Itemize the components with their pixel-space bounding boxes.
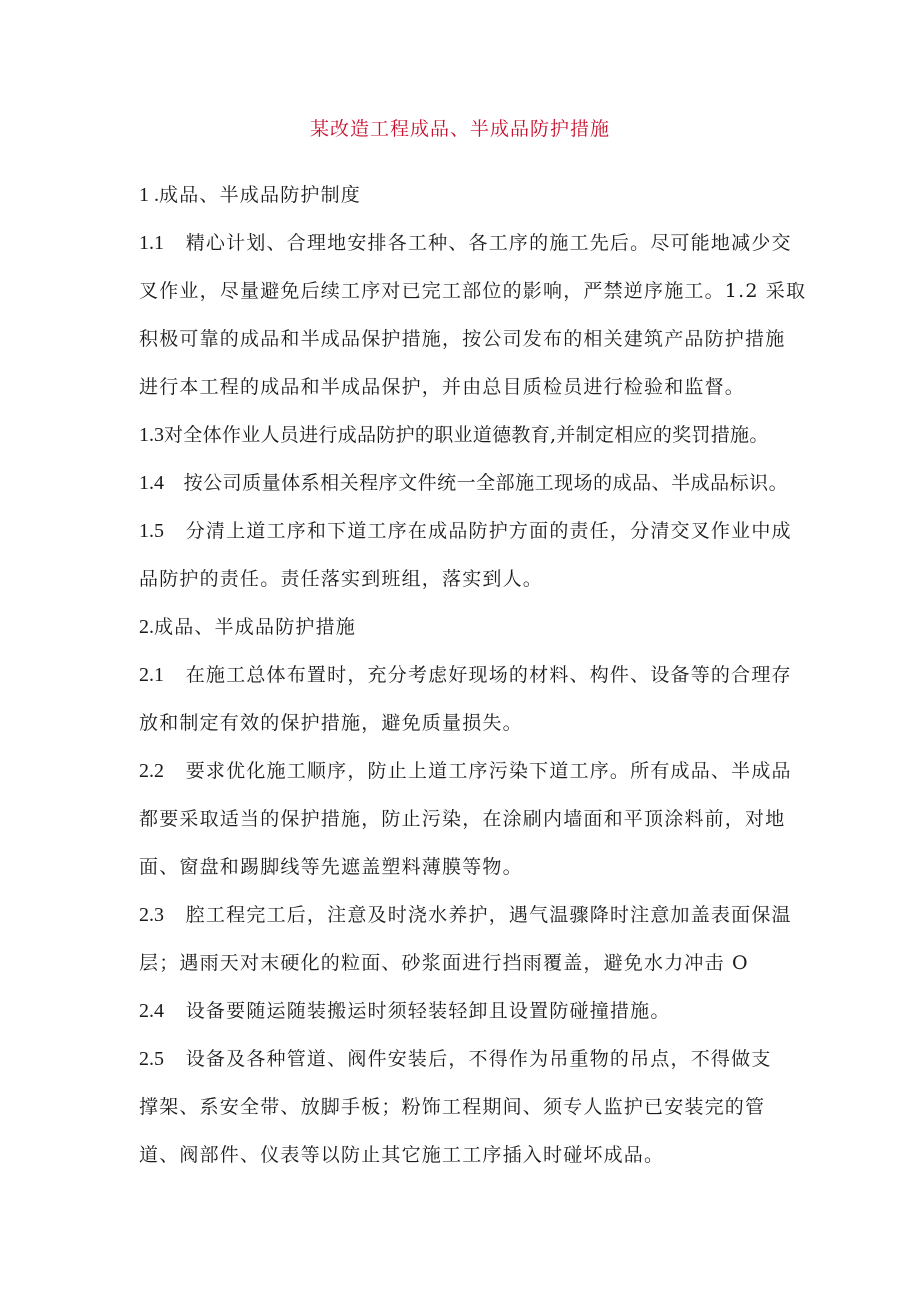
paragraph-line <box>139 996 671 1023</box>
line-text: 积极可靠的成品和半成品保护措施，按公司发布的相关建筑产品防护措施 <box>139 328 786 350</box>
section-number: 1 . <box>139 184 159 206</box>
paragraph-line <box>139 804 785 831</box>
paragraph-line <box>139 324 785 351</box>
line-text: 对全体作业人员进行成品防护的职业道德教育,并制定相应的奖罚措施。 <box>164 424 769 446</box>
paragraph-line <box>139 1140 664 1167</box>
section-number: 2.5 <box>139 1048 164 1070</box>
line-text: 设备要随运随装搬运时须轻装轻卸且设置防碰撞措施。 <box>164 1000 671 1022</box>
section-number: 2.2 <box>139 760 164 782</box>
paragraph-line <box>139 852 523 879</box>
paragraph-line <box>139 660 792 687</box>
section-number: 2. <box>139 616 154 638</box>
line-text: 道、阀部件、仪表等以防止其它施工工序插入时碰坏成品。 <box>139 1144 665 1166</box>
line-text: 成品、半成品防护措施 <box>154 616 357 638</box>
section-number: 2.3 <box>139 904 164 926</box>
paragraph-line <box>139 468 788 495</box>
line-text: 在施工总体布置时，充分考虑好现场的材料、构件、设备等的合理存 <box>164 664 792 686</box>
line-text: 叉作业，尽量避免后续工序对已完工部位的影响，严禁逆序施工。1.2 采取 <box>139 280 807 302</box>
paragraph-line <box>139 564 543 591</box>
section-number: 1.4 <box>139 472 164 494</box>
line-text: 品防护的责任。责任落实到班组，落实到人。 <box>139 568 544 590</box>
paragraph-line <box>139 1092 765 1119</box>
line-text: 设备及各种管道、阀件安装后，不得作为吊重物的吊点，不得做支 <box>164 1048 772 1070</box>
line-text: 层；遇雨天对末硬化的粒面、砂浆面进行挡雨覆盖，避免水力冲击 O <box>139 952 749 974</box>
line-text: 都要采取适当的保护措施，防止污染，在涂刷内墙面和平顶涂料前，对地 <box>139 808 786 830</box>
paragraph-line <box>139 180 361 207</box>
paragraph-line <box>139 612 356 639</box>
paragraph-line <box>139 1044 772 1071</box>
line-text: 分清上道工序和下道工序在成品防护方面的责任，分清交叉作业中成 <box>164 520 792 542</box>
document-title: 某改造工程成品、半成品防护措施 <box>309 118 610 140</box>
section-number: 1.3 <box>139 424 164 446</box>
paragraph-line <box>139 900 792 927</box>
line-text: 按公司质量体系相关程序文件统一全部施工现场的成品、半成品标识。 <box>164 472 789 494</box>
paragraph-line <box>139 372 745 399</box>
paragraph-line <box>139 516 792 543</box>
line-text: 撑架、系安全带、放脚手板；粉饰工程期间、须专人监护已安装完的管 <box>139 1096 766 1118</box>
line-text: 腔工程完工后，注意及时浇水养护，遇气温骤降时注意加盖表面保温 <box>164 904 792 926</box>
line-text: 要求优化施工顺序，防止上道工序污染下道工序。所有成品、半成品 <box>164 760 792 782</box>
section-number: 1.1 <box>139 232 164 254</box>
paragraph-line <box>139 948 749 975</box>
section-number: 2.4 <box>139 1000 164 1022</box>
paragraph-line <box>139 228 792 255</box>
paragraph-line <box>139 708 523 735</box>
line-text: 精心计划、合理地安排各工种、各工序的施工先后。尽可能地减少交 <box>164 232 792 254</box>
section-number: 1.5 <box>139 520 164 542</box>
line-text: 放和制定有效的保护措施，避免质量损失。 <box>139 712 523 734</box>
paragraph-line <box>139 756 792 783</box>
line-text: 成品、半成品防护制度 <box>159 184 362 206</box>
section-number: 2.1 <box>139 664 164 686</box>
paragraph-line <box>139 420 769 447</box>
line-text: 进行本工程的成品和半成品保护，并由总目质检员进行检验和监督。 <box>139 376 746 398</box>
line-text: 面、窗盘和踢脚线等先遮盖塑料薄膜等物。 <box>139 856 523 878</box>
paragraph-line <box>139 276 806 303</box>
